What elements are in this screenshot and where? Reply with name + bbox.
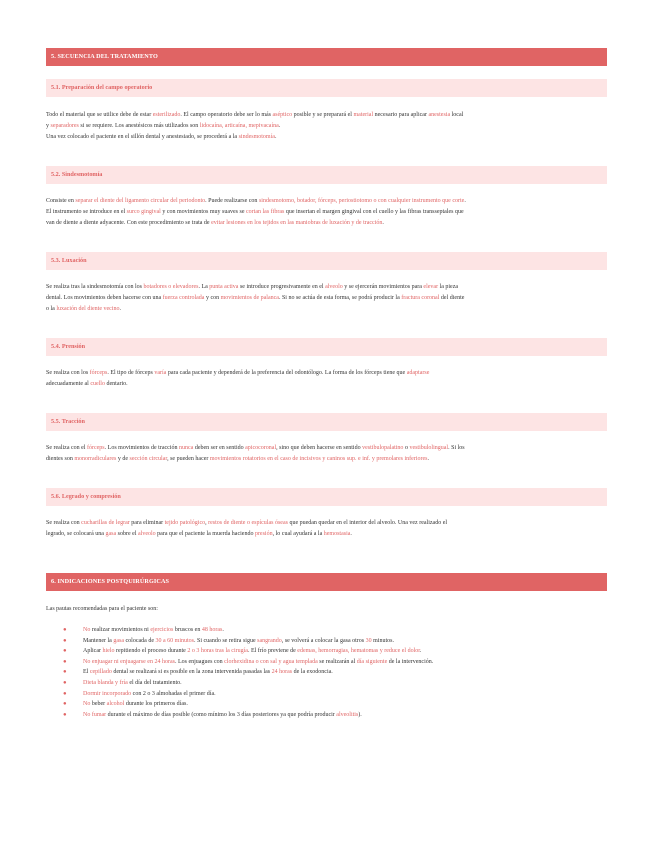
text-run: . El tipo de fórceps bbox=[107, 370, 155, 376]
section-6-header: 6. INDICACIONES POSTQUIRÚRGICAS bbox=[46, 573, 607, 591]
bullet-icon: ● bbox=[63, 637, 67, 644]
text-run: . Si los bbox=[448, 445, 465, 451]
list-item-text bbox=[83, 669, 333, 675]
text-run: y con movimientos muy suaves se bbox=[160, 209, 246, 215]
para-line bbox=[46, 454, 608, 465]
text-run: Todo el material que se utilice debe de estar bbox=[46, 112, 153, 118]
highlighted-term: sindesmotomía bbox=[238, 134, 275, 140]
text-run: . bbox=[382, 220, 384, 226]
text-run: Aplicar bbox=[83, 648, 103, 655]
list-item bbox=[63, 710, 608, 721]
bullet-icon: ● bbox=[63, 690, 67, 697]
highlighted-term: presión bbox=[254, 531, 273, 537]
text-run: . bbox=[464, 198, 466, 204]
highlighted-term: Dieta blanda y fría bbox=[83, 679, 128, 686]
list-item bbox=[63, 678, 608, 689]
highlighted-term: cucharillas de legrar bbox=[81, 520, 130, 526]
text-run: , se volverá a colocar la gasa otros bbox=[281, 637, 366, 644]
highlighted-term: alveolo bbox=[137, 531, 156, 537]
highlighted-term: 30 bbox=[365, 637, 372, 644]
text-run: si se requiere. Los anestésicos más utilizados son bbox=[78, 123, 200, 129]
text-run: y se ejercerán movimientos para bbox=[342, 284, 424, 290]
text-run: o la bbox=[46, 306, 57, 312]
para-line bbox=[46, 518, 608, 529]
text-run: Mantener la bbox=[83, 637, 114, 644]
highlighted-term: 24 horas bbox=[271, 669, 293, 676]
list-item-text bbox=[83, 659, 433, 665]
highlighted-term: luxación del diente vecino bbox=[56, 306, 120, 312]
highlighted-term: alveolo bbox=[325, 284, 343, 290]
text-run: durante los primeros días. bbox=[124, 701, 188, 708]
text-run: local bbox=[450, 112, 464, 118]
highlighted-term: sangrando bbox=[257, 637, 282, 644]
highlighted-term: día siguiente bbox=[356, 658, 388, 665]
highlighted-term: aséptico bbox=[272, 112, 293, 118]
text-run: Se realiza con el bbox=[46, 445, 87, 451]
text-run: . Los movimientos de tracción bbox=[104, 445, 179, 451]
text-run: . bbox=[274, 134, 277, 140]
bullet-icon: ● bbox=[63, 679, 67, 686]
section-5-header: 5. SECUENCIA DEL TRATAMIENTO bbox=[46, 48, 607, 66]
para-line bbox=[46, 110, 608, 121]
highlighted-term: vestibulolingual bbox=[409, 445, 449, 451]
highlighted-term: monorradiculares bbox=[74, 456, 117, 462]
highlighted-term: apicocoronal bbox=[245, 445, 277, 451]
para-line bbox=[46, 132, 608, 143]
highlighted-term: material bbox=[353, 112, 374, 118]
text-run: Se realiza tras la sindesmotomía con los bbox=[46, 284, 144, 290]
text-run: , bbox=[205, 520, 209, 526]
para-line: Las pautas recomendadas para el paciente son: bbox=[46, 606, 158, 612]
paragraph-5-6 bbox=[46, 518, 608, 540]
highlighted-term: restos de diente o espículas óseas bbox=[208, 520, 288, 526]
text-run: dientes son bbox=[46, 456, 75, 462]
text-run: durante el máximo de días posible (como mínimo los 3 días posteriores ya que podría producir bbox=[106, 711, 337, 718]
highlighted-term: Dormir incorporado bbox=[83, 690, 132, 697]
highlighted-term: 30 a 60 minutos bbox=[155, 637, 194, 644]
text-run: deben ser en sentido bbox=[193, 445, 246, 451]
text-run: minutos. bbox=[371, 637, 394, 644]
text-run: beber bbox=[90, 701, 107, 708]
highlighted-term: ejercicios bbox=[150, 627, 174, 633]
text-run: realizar movimientos ni bbox=[90, 627, 151, 633]
bullet-icon: ● bbox=[63, 711, 67, 718]
text-run: . Los enjuagues con bbox=[174, 658, 225, 665]
text-run: . bbox=[119, 306, 121, 312]
text-run: . bbox=[427, 456, 430, 462]
highlighted-term: fractura coronal bbox=[401, 295, 440, 301]
text-run: para cada paciente y dependerá de la preferencia del odontólogo. La forma de los fórceps tiene que bbox=[166, 370, 407, 376]
text-run: se introduce progresivamente en el bbox=[238, 284, 326, 290]
highlighted-term: 48 horas bbox=[201, 627, 223, 633]
highlighted-term: alcohol bbox=[106, 701, 125, 708]
text-run: de la intervención. bbox=[387, 658, 434, 665]
list-item bbox=[63, 636, 608, 647]
list-item bbox=[63, 657, 608, 668]
text-run: el día del tratamiento. bbox=[127, 679, 182, 686]
bullet-icon: ● bbox=[63, 701, 67, 708]
highlighted-term: elevar bbox=[423, 284, 439, 290]
paragraph-5-2 bbox=[46, 196, 608, 229]
text-run: sobre el bbox=[116, 531, 138, 537]
text-run: . El frío previene de bbox=[247, 648, 298, 655]
list-item-text bbox=[83, 627, 224, 633]
para-line bbox=[46, 121, 608, 132]
para-line bbox=[46, 293, 608, 304]
text-run: bruscos en bbox=[173, 627, 202, 633]
highlighted-term: fórceps bbox=[86, 445, 105, 451]
paragraph-5-1 bbox=[46, 110, 608, 143]
highlighted-term: separadores bbox=[50, 123, 79, 129]
subsection-5-1-header: 5.1. Preparación del campo operatorio bbox=[46, 79, 607, 97]
bullet-icon: ● bbox=[63, 669, 67, 676]
text-run: . Puede realizarse con bbox=[205, 198, 259, 204]
highlighted-term: vestibulopalatino bbox=[362, 445, 404, 451]
text-run: . bbox=[278, 123, 281, 129]
highlighted-term: surco gingival bbox=[126, 209, 161, 215]
para-line bbox=[46, 196, 608, 207]
text-run: se realizarán al bbox=[317, 658, 357, 665]
text-run: y de bbox=[116, 456, 130, 462]
text-run: con 2 o 3 almohadas el primer día. bbox=[131, 690, 216, 697]
text-run: , se pueden hacer bbox=[167, 456, 210, 462]
highlighted-term: separar el diente del ligamento circular del periodonto bbox=[75, 198, 206, 204]
highlighted-term: fuerza controlada bbox=[162, 295, 205, 301]
text-run: y con bbox=[204, 295, 221, 301]
paragraph-6-intro bbox=[46, 604, 608, 615]
text-run: que puedan quedar en el interior del alveolo. Una vez realizado el bbox=[287, 520, 448, 526]
highlighted-term: botadores o elevadores bbox=[143, 284, 199, 290]
text-run: Consiste en bbox=[46, 198, 76, 204]
para-line bbox=[46, 207, 608, 218]
text-run: . bbox=[222, 627, 224, 633]
para-line bbox=[46, 282, 608, 293]
subsection-5-5-header: 5.5. Tracción bbox=[46, 413, 607, 431]
para-line bbox=[46, 529, 608, 540]
highlighted-term: cortan las fibras bbox=[246, 209, 285, 215]
text-run: Una vez colocado el paciente en el sillón dental y anestesiado, se procederá a la bbox=[46, 134, 239, 140]
list-item bbox=[63, 699, 608, 710]
list-item-text bbox=[83, 712, 362, 718]
para-line bbox=[46, 368, 608, 379]
list-item-text bbox=[83, 680, 182, 686]
text-run: legrado, se colocará una bbox=[46, 531, 106, 537]
bullet-icon: ● bbox=[63, 648, 67, 655]
para-line bbox=[46, 304, 608, 315]
text-run: repitiendo el proceso durante bbox=[114, 648, 188, 655]
text-run: dental. Los movimientos deben hacerse con una bbox=[46, 295, 163, 301]
highlighted-term: adaptarse bbox=[406, 370, 430, 376]
text-run: o bbox=[403, 445, 410, 451]
highlighted-term: movimientos de palanca bbox=[220, 295, 279, 301]
highlighted-term: cuello bbox=[90, 381, 105, 387]
text-run: Se realiza con bbox=[46, 520, 82, 526]
highlighted-term: lidocaína, articaína, mepivacaína bbox=[199, 123, 279, 129]
list-item bbox=[63, 689, 608, 700]
text-run: ). bbox=[358, 711, 362, 718]
list-item-text bbox=[83, 691, 216, 697]
list-item bbox=[63, 646, 608, 657]
text-run: Se realiza con los bbox=[46, 370, 90, 376]
highlighted-term: tejido patológico bbox=[164, 520, 206, 526]
highlighted-term: No fumar bbox=[83, 711, 107, 718]
text-run: la pieza bbox=[438, 284, 459, 290]
bullet-icon: ● bbox=[63, 627, 67, 633]
highlighted-term: hielo bbox=[102, 648, 115, 655]
para-line bbox=[46, 443, 608, 454]
text-run: de la exodoncia. bbox=[292, 669, 333, 676]
highlighted-term: gasa bbox=[105, 531, 117, 537]
bullet-icon: ● bbox=[63, 658, 67, 665]
highlighted-term: sindesmotomo, botador, fórceps, periostiotomo o con cualquier instrumento que corte bbox=[258, 198, 465, 204]
text-run: colocada de bbox=[124, 637, 156, 644]
highlighted-term: No bbox=[83, 701, 91, 708]
highlighted-term: hemostasia bbox=[323, 531, 351, 537]
highlighted-term: fórceps bbox=[89, 370, 108, 376]
highlighted-term: esterilizado bbox=[152, 112, 181, 118]
text-run: El instrumento se introduce en el bbox=[46, 209, 127, 215]
text-run: necesario para aplicar bbox=[373, 112, 429, 118]
list-item-text bbox=[83, 638, 394, 644]
highlighted-term: No enjuagar ni enjuagarse en 24 horas bbox=[83, 658, 175, 665]
text-run: . bbox=[419, 648, 422, 655]
highlighted-term: movimientos rotatorios en el caso de incisivos y caninos sup. e inf. y premolares inferiores bbox=[209, 456, 428, 462]
list-item-text bbox=[83, 648, 421, 654]
list-item bbox=[63, 625, 608, 636]
highlighted-term: clorhexidina o con sal y agua templada bbox=[224, 658, 318, 665]
paragraph-5-3 bbox=[46, 282, 608, 315]
text-run: del diente bbox=[439, 295, 465, 301]
text-run: para que el paciente la muerda haciendo bbox=[155, 531, 255, 537]
text-run: adecuadamente al bbox=[46, 381, 91, 387]
highlighted-term: edemas, hemorragias, hematomas y reduce el dolor bbox=[297, 648, 420, 655]
para-line bbox=[46, 218, 608, 229]
text-run: . La bbox=[198, 284, 210, 290]
highlighted-term: punta activa bbox=[209, 284, 239, 290]
highlighted-term: evitar lesiones en los tejidos en las maniobras de luxación y de tracción bbox=[211, 220, 383, 226]
text-run: dental se realizará si es posible en la zona intervenida pasadas las bbox=[111, 669, 272, 676]
text-run: , sino que deben hacerse en sentido bbox=[276, 445, 363, 451]
highlighted-term: cepillado bbox=[89, 669, 112, 676]
text-run: El bbox=[83, 669, 90, 676]
text-run: que insertan el margen gingival con el cuello y las fibras transseptales que bbox=[284, 209, 464, 215]
subsection-5-3-header: 5.3. Luxación bbox=[46, 252, 607, 270]
highlighted-term: No bbox=[83, 627, 91, 633]
text-run: y bbox=[46, 123, 51, 129]
text-run: . Si cuando se retira sigue bbox=[193, 637, 258, 644]
highlighted-term: alveolitis bbox=[336, 711, 359, 718]
text-run: . bbox=[350, 531, 352, 537]
paragraph-5-4 bbox=[46, 368, 608, 390]
text-run: . Si no se actúa de esta forma, se podrá producir la bbox=[278, 295, 402, 301]
highlighted-term: sección circular bbox=[129, 456, 168, 462]
text-run: para eliminar bbox=[129, 520, 165, 526]
subsection-5-6-header: 5.6. Legrado y compresión bbox=[46, 488, 607, 506]
paragraph-5-5 bbox=[46, 443, 608, 465]
highlighted-term: varía bbox=[154, 370, 167, 376]
list-item-text bbox=[83, 701, 188, 707]
highlighted-term: gasa bbox=[113, 637, 124, 644]
text-run: , lo cual ayudará a la bbox=[272, 531, 324, 537]
text-run: van de diente a diente adyacente. Con este procedimiento se trata de bbox=[46, 220, 212, 226]
highlighted-term: anestesia bbox=[428, 112, 451, 118]
subsection-5-4-header: 5.4. Prensión bbox=[46, 338, 607, 356]
para-line bbox=[46, 379, 608, 390]
highlighted-term: nunca bbox=[178, 445, 194, 451]
postop-instructions-list bbox=[63, 625, 608, 720]
list-item bbox=[63, 667, 608, 678]
highlighted-term: 2 o 3 horas tras la cirugía bbox=[187, 648, 248, 655]
text-run: posible y se preparará el bbox=[292, 112, 354, 118]
text-run: . El campo operatorio debe ser lo más bbox=[180, 112, 273, 118]
subsection-5-2-header: 5.2. Sindesmotomía bbox=[46, 166, 607, 184]
text-run: dentario. bbox=[104, 381, 128, 387]
